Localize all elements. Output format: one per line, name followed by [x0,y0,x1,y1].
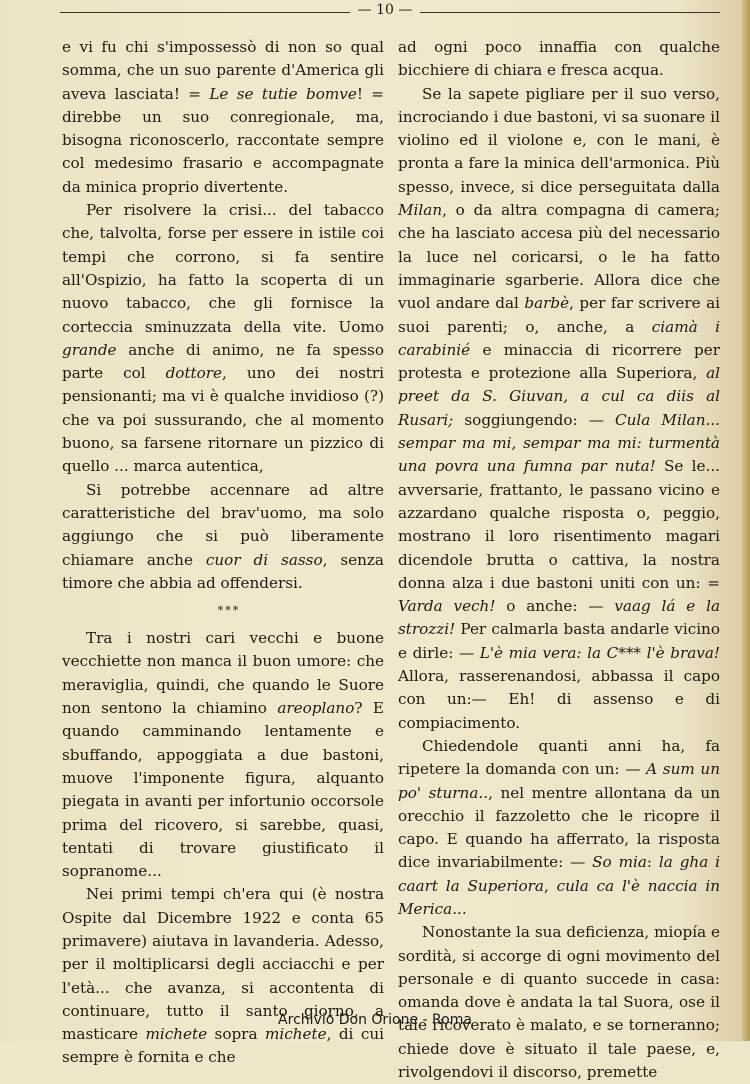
paragraph [398,921,720,1084]
italic-text: cula ca l'è naccia in Merica... [398,876,720,918]
left-column [62,36,384,1070]
italic-text: dottore [165,364,223,383]
archive-footer: Archivio Don Orione - Roma [278,1012,472,1028]
italic-text: ciamà i carabinié [398,317,720,359]
italic-text: Milan [398,201,443,220]
text-run: : [646,853,659,872]
italic-text: cuor di sasso [205,550,323,569]
text-run: sopra [207,1025,265,1044]
paragraph [62,479,384,595]
text-run: Tra i nostri cari vecchi e buone vecchiette non manca il buon umore: che meraviglia, quindi, che quando le Suore non sentono la chiamino [62,629,384,718]
text-run: Si potrebbe accennare ad altre caratteristiche del brav'uomo, ma solo aggiungo che si può liberamente chiamare anche [62,480,384,569]
text-run: , di cui sempre è fornita e che [62,1025,384,1067]
text-run: Se la sapete pigliare per il suo verso, incrociando i due bastoni, vi sa suonare il violino ed il violone e, con le mani, è pronta a fare la minica dell'armonica. Più spesso, invece, si dice perseguitata dalla [398,84,720,196]
italic-text: michete [264,1025,327,1044]
text-run: Nei primi tempi ch'era qui (è nostra Ospite dal Dicembre 1922 e conta 65 primavere) aiutava in lavanderia. Adesso, per il moltiplicarsi degli acciacchi e per l'età... che avanza, si accontenta di continuare, tutto il santo giorno, a masticare [62,885,384,1044]
text-run: ? E quando camminando lentamente e sbuffando, appoggiata a due bastoni, muove l'imponente figura, alquanto piegata in avanti per infortunio occorsole prima del ricovero, si sarebbe, quasi, tentati di trovare giustificato il sopranome... [62,699,384,881]
header-rule-left [60,12,350,13]
italic-text: Cula Milan... sempar ma mi, sempar ma mi: turmentà una povra una fumna par nuta! [398,410,720,476]
italic-text: L'è mia vera: la C*** l'è brava! [479,643,720,662]
text-run: , nel mentre allontana da un orecchio il fazzoletto che le ricopre il capo. E quando ha afferrato, la risposta dice invariabilmente: — [398,783,720,872]
italic-text: grande [62,340,117,359]
italic-text: michete [145,1025,208,1044]
paragraph [62,199,384,479]
text-run: , o da altra compagna di camera; che ha lasciato accesa più del necessario la luce nel coricarsi, o le ha fatto immaginarie sgarberie. Allora dice che vuol andare dal [398,201,720,313]
paragraph [62,883,384,1069]
text-run: , per far scrivere ai suoi parenti; o, anche, a [398,294,720,336]
italic-text: la gha i caart la Superiora [398,853,720,895]
paragraph [62,627,384,883]
text-run: Se le... avversarie, frattanto, le passano vicino e azzardano qualche risposta o, peggio, mostrano il loro risentimento magari dicendole brutta o cattiva, la nostra donna alza i due bastoni uniti con un: = [398,457,720,592]
italic-text: Le se tutie bomve [209,84,357,103]
text-run: , uno dei nostri pensionanti; ma vi è qualche invidioso (?) che va poi sussurando, che al momento buono, sa farsene ritornare un pizzico di quello ... marca autentica, [62,364,384,476]
italic-text: Varda vech! [398,597,496,616]
paragraph [398,735,720,921]
text-run: Nonostante la sua deficienza, miopía e sordità, si accorge di ogni movimento del personale e di quanto succede in casa: omanda dove è andata la tal Suora, ose il tale ricoverato è malato, e se torneranno; chiede dove è situato il tale paese, e, rivolgendovi il discorso, premette [398,923,720,1082]
text-run: o anche: — [495,597,615,616]
page-header [60,0,720,20]
paragraph [62,36,384,199]
italic-text: So mia [592,853,647,872]
page-number: — 10 — [357,2,413,18]
text-run: , senza timore che abbia ad offendersi. [62,550,384,592]
paragraph [398,83,720,735]
right-column [398,36,720,1084]
text-run: ! = direbbe un suo conregionale, ma, bisogna riconoscerlo, raccontate sempre col medesimo frasario e accompagnate da minica proprio divertente. [62,84,384,196]
section-separator: *** [217,604,241,618]
text-run: , [543,876,557,895]
text-run: Allora, rasserenandosi, abbassa il capo con un:— Eh! di assenso e di compiacimento. [398,667,720,732]
text-run: e minaccia di ricorrere per protesta e protezione alla Superiora, [398,340,720,383]
italic-text: areoplano [277,699,355,718]
text-run: Per risolvere la crisi... del tabacco che, talvolta, forse per essere in istile coi tempi che corrono, si fa sentire all'Ospizio, ha fatto la scoperta di un nuovo tabacco, che gli fornisce la corteccia sminuzzata della vite. Uomo [62,201,384,336]
italic-text: al preet da S. Giuvan, a cul ca diis al Rusari; [398,364,720,429]
paragraph [398,36,720,83]
text-run: Chiedendole quanti anni ha, fa ripetere la domanda con un: — [398,736,720,779]
italic-text: A sum un po' sturna.. [398,760,720,802]
italic-text: barbè [524,294,570,313]
header-rule-right [420,12,720,13]
text-run: anche di animo, ne fa spesso parte col [62,340,384,383]
text-run: soggiungendo: — [453,410,616,429]
page-edge [742,0,750,1041]
text-run: Per calmarla basta andarle vicino e dirle: — [398,620,720,662]
text-run: e vi fu chi s'impossessò di non so qual somma, che un suo parente d'America gli aveva lasciata! [62,38,384,103]
text-run: = [188,84,210,103]
italic-text: vaag lá e la strozzi! [398,597,721,639]
text-run: ad ogni poco innaffia con qualche bicchiere di chiara e fresca acqua. [398,38,720,80]
